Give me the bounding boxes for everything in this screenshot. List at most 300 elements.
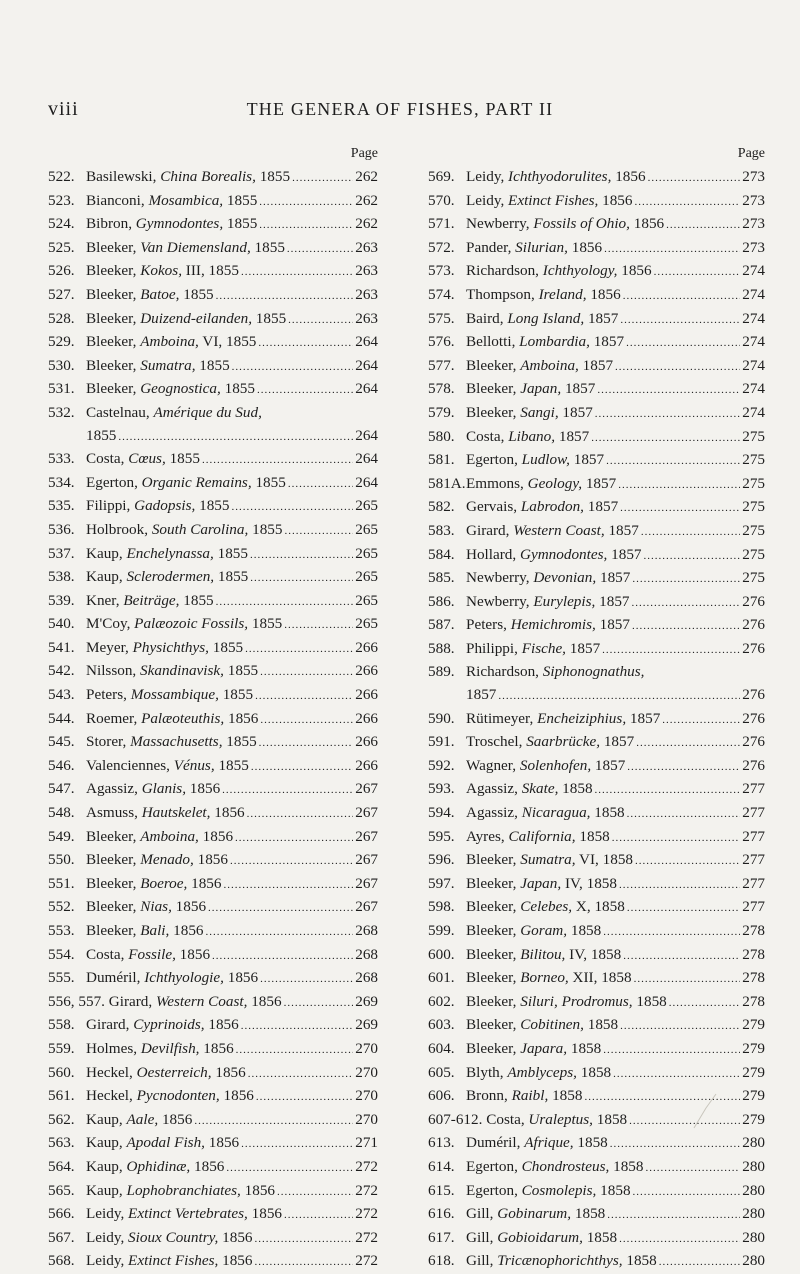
entry-row: [48, 402, 378, 425]
entry-year: 1858: [577, 1134, 608, 1152]
entry-text: [48, 684, 253, 707]
dot-leader: [260, 661, 353, 684]
entry-work: California,: [508, 827, 576, 845]
entry-number: 522.: [48, 168, 75, 185]
entry-work: South Carolina,: [151, 520, 249, 538]
entry-page: 267: [355, 804, 378, 822]
entry-work: Extinct Fishes,: [508, 191, 599, 209]
index-entry: [428, 1132, 765, 1156]
entry-work: Hautskelet,: [141, 804, 211, 822]
entry-page: 267: [355, 898, 378, 916]
entry-number: 596.: [428, 851, 455, 869]
entry-row: [428, 473, 765, 497]
index-entry: [428, 1227, 765, 1251]
entry-row: [48, 1038, 378, 1062]
entry-author: Costa,: [86, 450, 125, 468]
entry-author: Gill,: [466, 1252, 494, 1270]
entry-text: [428, 567, 630, 590]
index-entry: [48, 472, 378, 496]
index-entry: [48, 284, 378, 308]
entry-number: 573.: [428, 262, 455, 280]
entry-text: [428, 802, 625, 825]
entry-work: Glanis,: [141, 780, 186, 798]
entry-page: 280: [742, 1134, 765, 1152]
entry-number: 558.: [48, 1016, 75, 1034]
index-entry: [48, 1062, 378, 1086]
entry-year: 1855: [217, 568, 249, 586]
dot-leader: [644, 545, 741, 568]
entry-page: 262: [355, 168, 378, 185]
index-entry: [428, 1180, 765, 1204]
index-entry: [48, 519, 378, 543]
entry-year: 1856: [202, 827, 234, 845]
entry-text: [48, 1227, 253, 1250]
entry-text: [428, 1180, 631, 1203]
entry-work: Batoe,: [140, 285, 180, 303]
entry-author: Egerton,: [466, 1181, 518, 1199]
entry-row: [48, 519, 378, 543]
dot-leader: [626, 332, 740, 355]
entry-work: Raibl,: [511, 1087, 549, 1105]
entry-text: [48, 1014, 239, 1037]
entry-row: [48, 1085, 378, 1109]
entry-work: Japara,: [520, 1039, 568, 1057]
index-entry: [48, 944, 378, 968]
entry-text: [48, 1038, 234, 1061]
entry-page: 279: [742, 1039, 765, 1057]
entry-row: [428, 661, 765, 684]
entry-number: 539.: [48, 591, 75, 609]
entry-year: 1857: [593, 333, 625, 351]
entry-row: [428, 1132, 765, 1156]
entry-work: Geognostica,: [140, 380, 221, 398]
entry-number: 560.: [48, 1063, 75, 1081]
index-entry: [48, 1180, 378, 1204]
entry-year: 1856: [173, 922, 204, 939]
dot-leader: [288, 309, 353, 332]
entry-text: [48, 519, 282, 542]
dot-leader: [257, 379, 353, 402]
entry-page: 275: [742, 474, 765, 492]
dot-leader: [256, 1086, 353, 1109]
entry-number: 533.: [48, 450, 75, 468]
entry-work: Palæozoic Fossils,: [134, 615, 249, 633]
dot-leader: [620, 1015, 740, 1038]
index-entry: [48, 402, 378, 448]
entry-number: 575.: [428, 309, 455, 327]
entry-page: 262: [355, 191, 378, 209]
entry-text: [48, 826, 233, 849]
entry-row: [48, 991, 378, 1015]
dot-leader: [669, 992, 740, 1015]
entry-page: 273: [742, 215, 765, 233]
dot-leader: [632, 568, 740, 591]
entry-year: 1858: [587, 1016, 619, 1034]
entry-row: [48, 684, 378, 708]
entry-author: Girard,: [86, 1016, 130, 1034]
entry-work: Sioux Country,: [128, 1228, 219, 1246]
entry-year: 1856: [215, 1063, 246, 1081]
dot-leader: [277, 1181, 353, 1204]
entry-row: [48, 920, 378, 944]
index-entry: [428, 920, 765, 944]
entry-page: 266: [355, 709, 378, 727]
entry-work: Enchelynassa,: [126, 544, 214, 562]
left-column: [48, 146, 378, 1274]
entry-row: [428, 826, 765, 850]
dot-leader: [259, 214, 353, 237]
entry-work: Physichthys,: [132, 638, 209, 656]
entry-text: [428, 473, 616, 496]
entry-page: 274: [742, 333, 765, 351]
entry-page: 268: [355, 969, 378, 987]
dot-leader: [648, 167, 741, 190]
entry-year: 1855: [226, 215, 258, 233]
dot-leader: [597, 379, 740, 402]
entry-row: [48, 543, 378, 567]
entry-text: [48, 166, 290, 189]
dot-leader: [591, 427, 740, 450]
entry-text: [428, 355, 613, 378]
entry-row: [428, 567, 765, 591]
entry-page: 280: [742, 1205, 765, 1223]
entry-author: Bleeker,: [466, 969, 517, 987]
entry-year: 1858: [626, 1252, 657, 1270]
entry-work: Cœus,: [128, 450, 166, 468]
index-entry: [428, 190, 765, 214]
entry-author: Holmes,: [86, 1039, 138, 1057]
entry-number: 549.: [48, 827, 75, 845]
entry-work: Bali,: [140, 922, 170, 939]
dot-leader: [247, 803, 354, 826]
index-entry: [428, 496, 765, 520]
dot-leader: [241, 1133, 353, 1156]
entry-year: 1858: [636, 992, 667, 1010]
entry-number: 551.: [48, 874, 75, 892]
entry-year: 1858: [594, 804, 625, 822]
entry-work: China Borealis,: [160, 168, 256, 185]
entry-number: 592.: [428, 756, 455, 774]
dot-leader: [250, 544, 353, 567]
dot-leader: [629, 1110, 740, 1133]
entry-work: Sumatra,: [140, 356, 196, 374]
dot-leader: [284, 520, 353, 543]
entry-row: [428, 1250, 765, 1274]
entry-page: 270: [355, 1039, 378, 1057]
entry-page: 264: [355, 473, 378, 491]
entry-text: [428, 873, 617, 896]
entry-year: 1858: [574, 1205, 606, 1223]
entry-row: [428, 331, 765, 355]
entry-text: [428, 331, 624, 354]
entry-row: [428, 284, 765, 308]
entry-work: Devonian,: [533, 569, 597, 587]
entry-number: 616.: [428, 1205, 455, 1223]
entry-page: 276: [742, 686, 765, 704]
entry-author: Philippi,: [466, 639, 518, 657]
index-entry: [428, 967, 765, 991]
entry-work: Celebes,: [520, 898, 573, 916]
entry-author: Egerton,: [86, 473, 138, 491]
entry-work: Ichthyodorulites,: [508, 168, 612, 185]
entry-number: 614.: [428, 1157, 455, 1175]
entry-author: Bibron,: [86, 215, 132, 233]
entry-row: [48, 284, 378, 308]
entry-number: 556, 557.: [48, 992, 105, 1010]
dot-leader: [633, 1181, 741, 1204]
entry-year: 1856: [227, 709, 259, 727]
entry-page: 272: [355, 1157, 378, 1175]
entry-page: 267: [355, 874, 378, 892]
entry-author: Egerton,: [466, 1157, 518, 1175]
entry-text: [48, 308, 286, 331]
entry-number: 582.: [428, 498, 455, 516]
entry-year: 1857: [564, 380, 596, 398]
entry-number: 562.: [48, 1110, 75, 1128]
entry-year: 1856: [161, 1110, 193, 1128]
entry-page: 280: [742, 1181, 765, 1199]
entry-row: [48, 308, 378, 332]
entry-text: [48, 284, 214, 307]
entry-row: [428, 920, 765, 944]
dot-leader: [258, 332, 353, 355]
dot-leader: [632, 592, 741, 615]
entry-row: [48, 826, 378, 850]
entry-list: [48, 166, 378, 1274]
entry-work: Nicaragua,: [521, 804, 591, 822]
dot-leader: [206, 921, 354, 944]
entry-page: 268: [355, 945, 378, 963]
entry-author: Bronn,: [466, 1087, 508, 1105]
entry-year: 1856: [602, 191, 633, 209]
entry-year: 1857: [582, 356, 614, 374]
entry-year: 1855: [255, 473, 286, 491]
entry-author: Bleeker,: [86, 898, 137, 916]
entry-number: 532.: [48, 403, 75, 421]
entry-text: [48, 495, 229, 518]
entry-number: 601.: [428, 969, 455, 987]
entry-year: 1856: [191, 874, 222, 892]
entry-text: [428, 614, 630, 637]
entry-row: [48, 1014, 378, 1038]
entry-row: [48, 967, 378, 991]
dot-leader: [231, 496, 353, 519]
index-entry: [48, 213, 378, 237]
index-entry: [428, 1038, 765, 1062]
index-entry: [48, 1250, 378, 1274]
entry-author: Troschel,: [466, 733, 523, 751]
entry-number: 581.: [428, 451, 455, 469]
entry-number: 565.: [48, 1181, 75, 1199]
entry-work: Chondrosteus,: [521, 1157, 610, 1175]
index-entry: [48, 873, 378, 897]
entry-text: [48, 190, 257, 213]
dot-leader: [612, 827, 740, 850]
index-entry: [428, 449, 765, 473]
dot-leader: [635, 850, 740, 873]
index-entry: [428, 166, 765, 190]
entry-author: Bleeker,: [86, 309, 137, 327]
entry-number: 534.: [48, 473, 75, 491]
entry-page: 270: [355, 1110, 378, 1128]
index-entry: [428, 991, 765, 1015]
index-entry: [428, 1062, 765, 1086]
entry-row: [428, 449, 765, 473]
entry-author: Pander,: [466, 238, 512, 256]
index-entry: [48, 190, 378, 214]
entry-text: [428, 755, 625, 778]
entry-year: 1857: [599, 569, 631, 587]
dot-leader: [254, 1251, 353, 1274]
index-entry: [428, 638, 765, 662]
entry-author: Bleeker,: [466, 1039, 517, 1057]
entry-year: 1856: [590, 285, 621, 303]
entry-row: [428, 1227, 765, 1251]
entry-page: 265: [355, 568, 378, 586]
entry-author: Basilewski,: [86, 168, 157, 185]
entry-text: [48, 920, 204, 943]
entry-page: 263: [355, 309, 378, 327]
entry-page: 274: [742, 309, 765, 327]
entry-year: VI, 1855: [202, 333, 257, 351]
index-entry: [48, 237, 378, 261]
entry-year: 1856: [208, 1016, 239, 1034]
entry-text: [428, 402, 593, 425]
entry-year: 1858: [586, 1228, 618, 1246]
entry-text: [428, 708, 660, 731]
entry-row: [48, 849, 378, 873]
dot-leader: [255, 1228, 354, 1251]
entry-page: 272: [355, 1228, 378, 1246]
entry-page: 265: [355, 591, 378, 609]
entry-row: [48, 213, 378, 237]
entry-text: [48, 755, 249, 778]
index-entry: [48, 896, 378, 920]
entry-year: 1855: [255, 309, 287, 327]
entry-work: Gadopsis,: [134, 497, 196, 515]
entry-page: 265: [355, 520, 378, 538]
entry-number: 529.: [48, 333, 75, 351]
entry-number: 544.: [48, 709, 75, 727]
index-entry: [428, 237, 765, 261]
entry-year: 1855: [169, 450, 200, 468]
entry-page: 263: [355, 262, 378, 280]
entry-text: [428, 661, 644, 684]
entry-work: Geology,: [527, 474, 583, 492]
entry-author: Agassiz,: [466, 804, 518, 822]
entry-number: 597.: [428, 874, 455, 892]
entry-text: [428, 260, 652, 283]
entry-page: 277: [742, 851, 765, 869]
entry-text: [48, 590, 214, 613]
index-entry: [48, 1203, 378, 1227]
entry-text: [428, 1132, 608, 1155]
entry-page: 264: [355, 356, 378, 374]
entry-author: Bleeker,: [86, 262, 137, 280]
entry-row: [48, 566, 378, 590]
entry-year: 1857: [585, 474, 617, 492]
entry-number: 561.: [48, 1087, 75, 1105]
entry-text: [428, 237, 602, 260]
entry-year: 1857: [599, 616, 630, 634]
entry-number: 548.: [48, 804, 75, 822]
entry-year: 1858: [562, 780, 593, 798]
entry-year: 1857: [603, 733, 635, 751]
entry-work: Mossambique,: [130, 686, 219, 704]
index-entry: [48, 1085, 378, 1109]
entry-author: Holbrook,: [86, 520, 149, 538]
entry-work: Ichthyologie,: [144, 969, 224, 987]
entry-author: Meyer,: [86, 638, 129, 656]
entry-author: Girard,: [466, 521, 510, 539]
entry-row: [428, 260, 765, 284]
entry-page: 265: [355, 615, 378, 633]
entry-page: 263: [355, 285, 378, 303]
entry-number: 571.: [428, 215, 455, 233]
dot-leader: [610, 1133, 740, 1156]
entry-work: Vénus,: [173, 756, 215, 774]
entry-page: 266: [355, 686, 378, 704]
entry-page: 271: [355, 1134, 378, 1152]
dot-leader: [223, 874, 353, 897]
entry-number: 584.: [428, 545, 455, 563]
entry-author: Leidy,: [86, 1205, 125, 1223]
entry-row: [428, 967, 765, 991]
page-column-label: Page: [350, 146, 378, 161]
entry-page: 274: [742, 380, 765, 398]
entry-year: 1856: [571, 238, 603, 256]
entry-page: 280: [742, 1228, 765, 1246]
entry-author: Blyth,: [466, 1063, 504, 1081]
entry-page: 277: [742, 780, 765, 798]
entry-work: Borneo,: [520, 969, 569, 987]
entry-text: [48, 472, 286, 495]
index-entry: [48, 967, 378, 991]
dot-leader: [232, 356, 354, 379]
entry-year: 1855: [222, 686, 254, 704]
entry-year: 1855: [224, 380, 255, 398]
entry-author: Duméril,: [86, 969, 141, 987]
entry-work: Goram,: [520, 922, 568, 939]
entry-year: 1857: [611, 545, 642, 563]
entry-page: 278: [742, 969, 765, 987]
entry-text: [48, 402, 262, 425]
entry-author: Bleeker,: [466, 356, 517, 374]
entry-author: Bleeker,: [86, 333, 137, 351]
entry-work: Boeroe,: [140, 874, 188, 892]
entry-number: 587.: [428, 616, 455, 634]
index-entry: [48, 684, 378, 708]
entry-row: [48, 1203, 378, 1227]
entry-work: Lombardia,: [519, 333, 590, 351]
entry-work: Menado,: [140, 851, 194, 869]
entry-row: [48, 1250, 378, 1274]
entry-author: Egerton,: [466, 451, 518, 469]
dot-leader: [284, 992, 354, 1015]
index-entry: [428, 260, 765, 284]
entry-row: [48, 355, 378, 379]
entry-author: Agassiz,: [466, 780, 518, 798]
entry-number: 600.: [428, 945, 455, 963]
entry-row: [48, 237, 378, 261]
entry-number: 613.: [428, 1134, 455, 1152]
entry-year: 1856: [633, 215, 665, 233]
entry-work: Amboina,: [520, 356, 579, 374]
index-entry: [48, 448, 378, 472]
dot-leader: [250, 567, 353, 590]
entry-text: [428, 190, 632, 213]
index-entry: [428, 731, 765, 755]
